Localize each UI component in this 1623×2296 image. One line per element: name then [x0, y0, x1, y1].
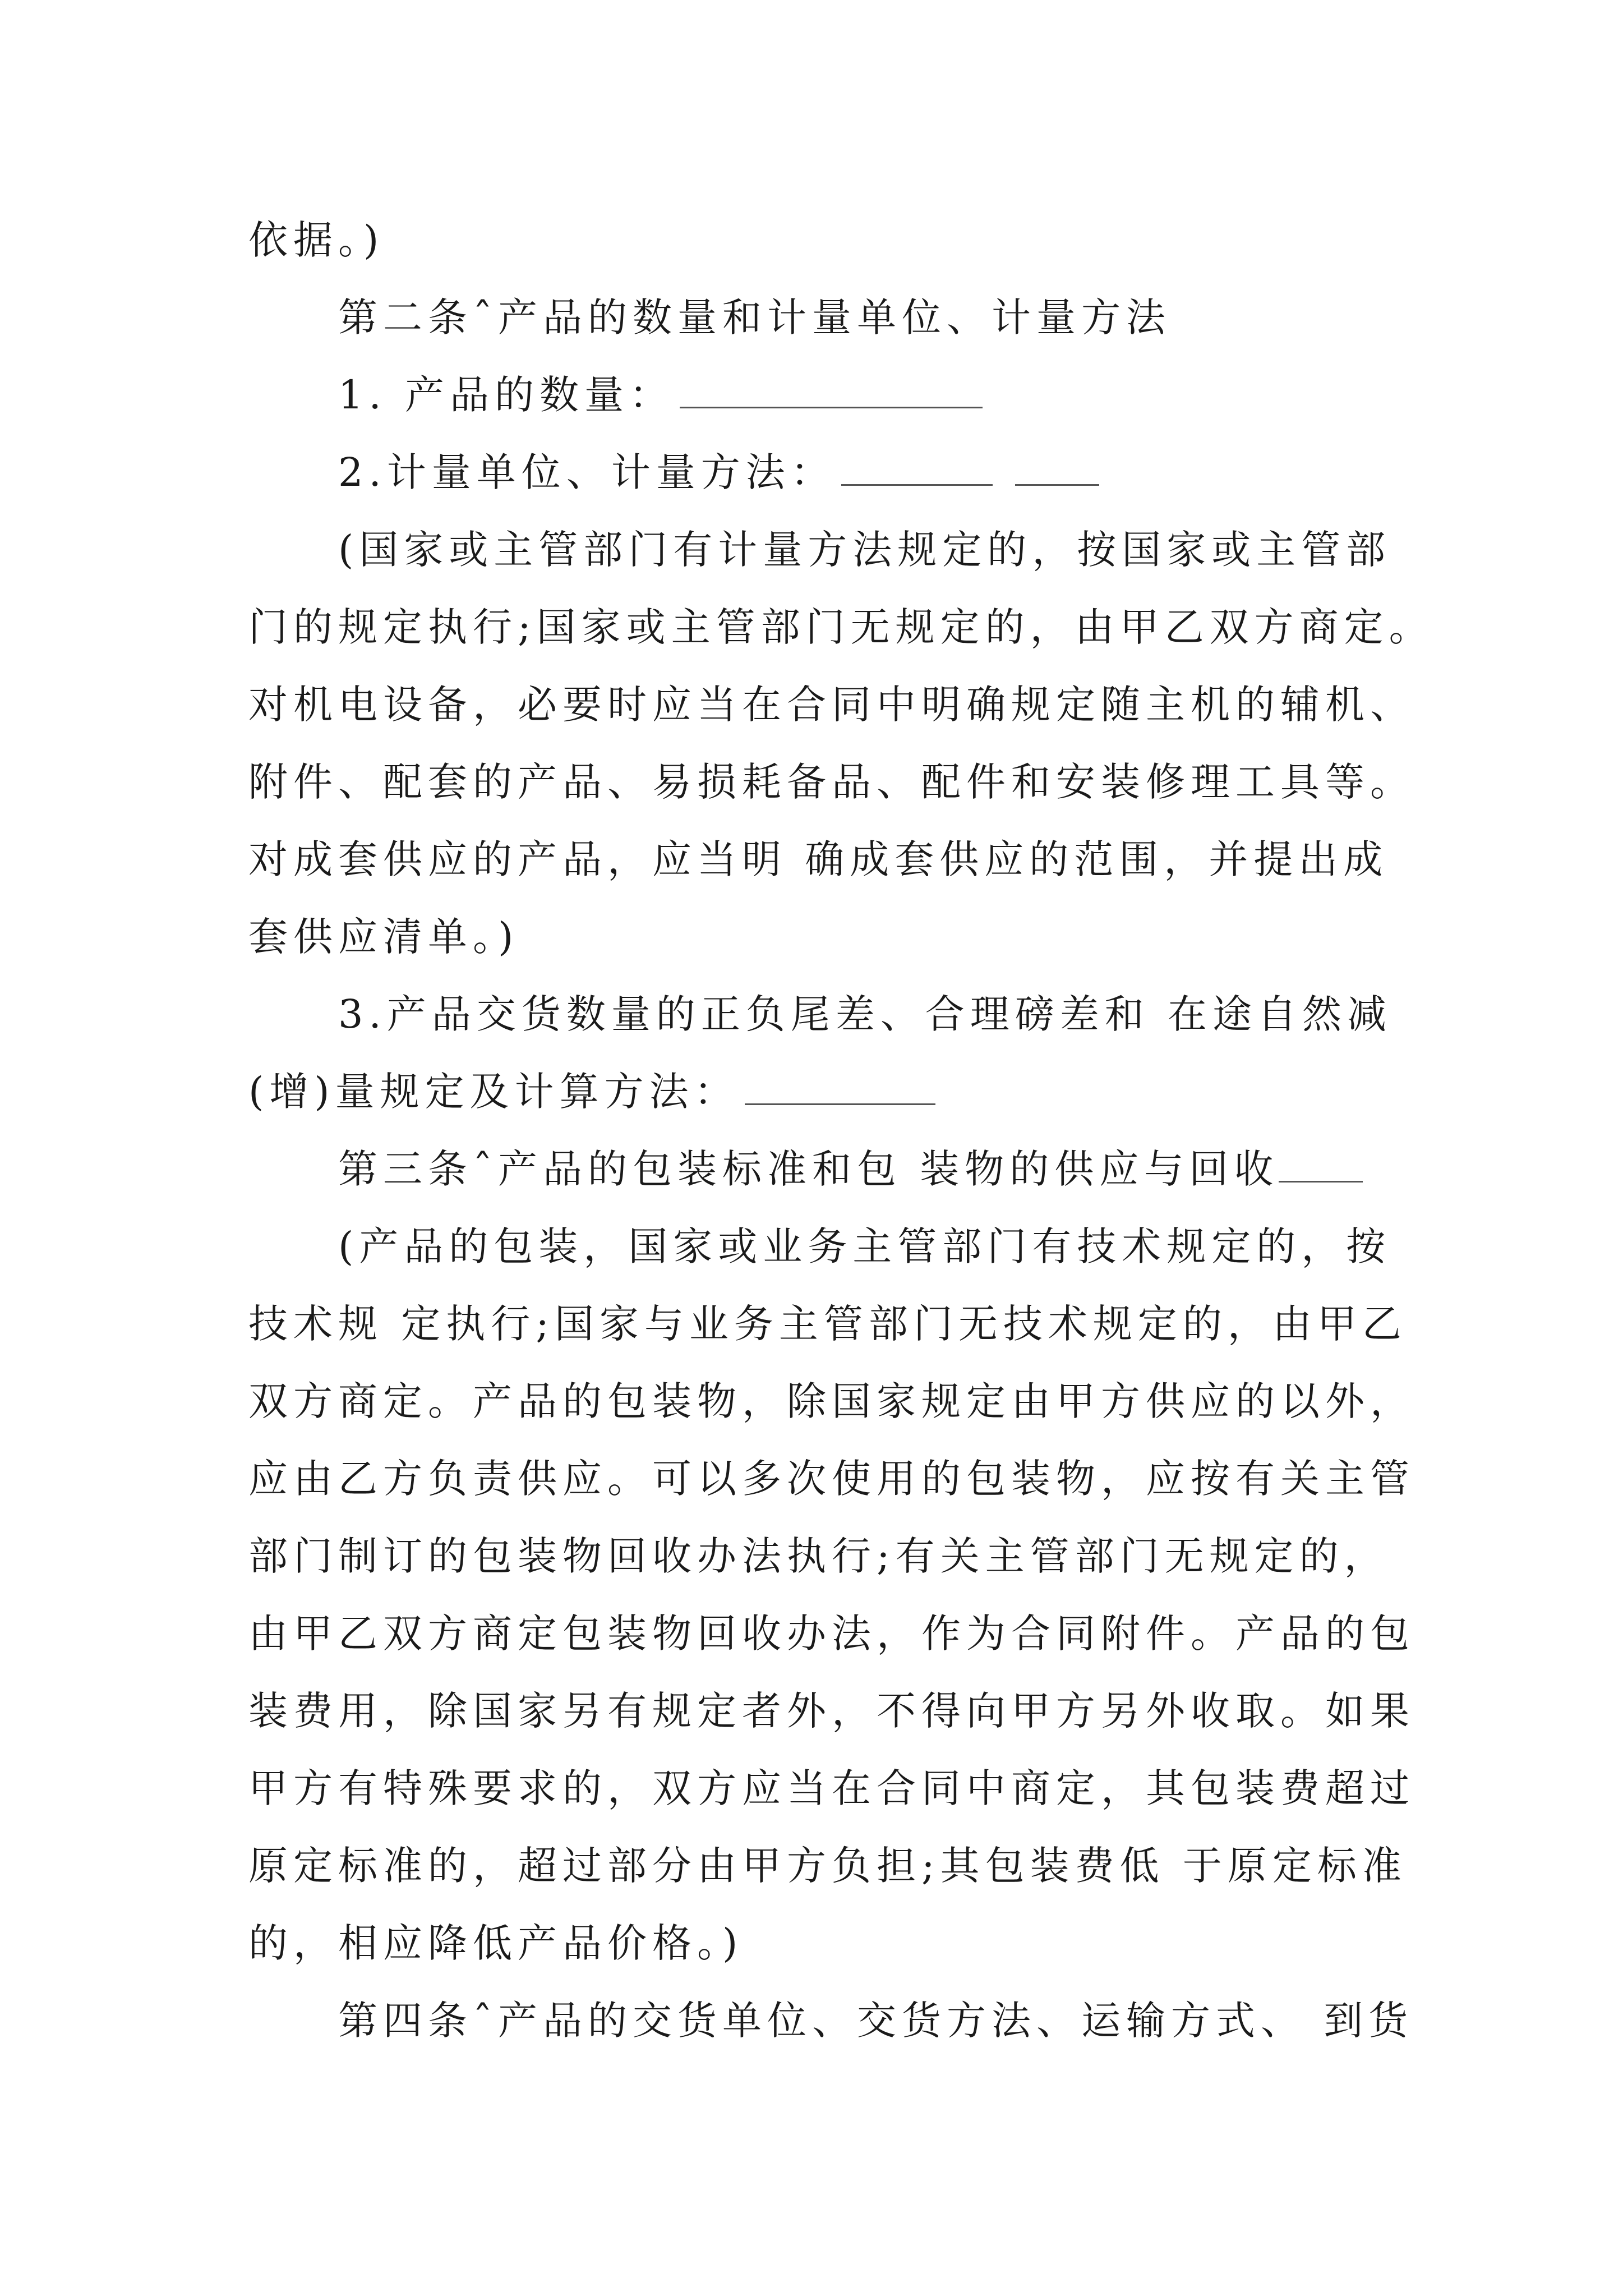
- unit-method-blank: [841, 446, 993, 486]
- text-line: 技术规 定执行;国家与业务主管部门无技术规定的，由甲乙: [248, 1301, 1407, 1347]
- text-line: 由甲乙双方商定包装物回收办法，作为合同附件。产品的包: [248, 1611, 1415, 1657]
- unit-method-blank-2: [1015, 446, 1099, 486]
- text-line: 附件、配套的产品、易损耗备品、配件和安装修理工具等。: [248, 759, 1415, 805]
- text-line-with-blank: [338, 444, 1623, 500]
- article-3-text: 第三条ˆ产品的包装标准和包 装物的供应与回收: [338, 1146, 1279, 1192]
- article-2-heading: 第二条ˆ产品的数量和计量单位、计量方法: [338, 295, 1171, 341]
- text-line: 甲方有特殊要求的，双方应当在合同中商定，其包装费超过: [248, 1765, 1415, 1811]
- text-line: (国家或主管部门有计量方法规定的，按国家或主管部: [338, 527, 1391, 573]
- text-line: 依据。): [248, 217, 385, 263]
- text-line-with-blank: [248, 1064, 1623, 1120]
- text-line: 3.产品交货数量的正负尾差、合理磅差和 在途自然减: [338, 991, 1393, 1037]
- text-line: (产品的包装，国家或业务主管部门有技术规定的，按: [338, 1223, 1391, 1269]
- text-line: 双方商定。产品的包装物，除国家规定由甲方供应的以外，: [248, 1378, 1415, 1424]
- text-line: 对机电设备，必要时应当在合同中明确规定随主机的辅机、: [248, 682, 1415, 728]
- text-line: 原定标准的，超过部分由甲方负担;其包装费低 于原定标准: [248, 1843, 1407, 1889]
- article-3-heading: [338, 1141, 1623, 1197]
- text-line: 部门制订的包装物回收办法执行;有关主管部门无规定的，: [248, 1533, 1389, 1579]
- unit-method-label: 2.计量单位、计量方法：: [338, 449, 836, 495]
- calc-method-label: (增)量规定及计算方法：: [248, 1069, 739, 1115]
- calc-method-blank: [745, 1065, 935, 1105]
- quantity-blank: [680, 369, 983, 408]
- text-line: 装费用，除国家另有规定者外，不得向甲方另外收取。如果: [248, 1688, 1415, 1734]
- packaging-blank: [1279, 1143, 1363, 1182]
- text-line-with-blank: [338, 367, 1623, 423]
- text-line: 的，相应降低产品价格。): [248, 1920, 744, 1966]
- text-line: 套供应清单。): [248, 914, 519, 960]
- text-line: 应由乙方负责供应。可以多次使用的包装物，应按有关主管: [248, 1456, 1415, 1502]
- quantity-label: 1. 产品的数量：: [338, 372, 675, 418]
- text-line: 门的规定执行;国家或主管部门无规定的，由甲乙双方商定。: [248, 604, 1434, 650]
- text-line: 对成套供应的产品，应当明 确成套供应的范围，并提出成: [248, 836, 1389, 882]
- article-4-heading: 第四条ˆ产品的交货单位、交货方法、运输方式、 到货: [338, 1998, 1414, 2044]
